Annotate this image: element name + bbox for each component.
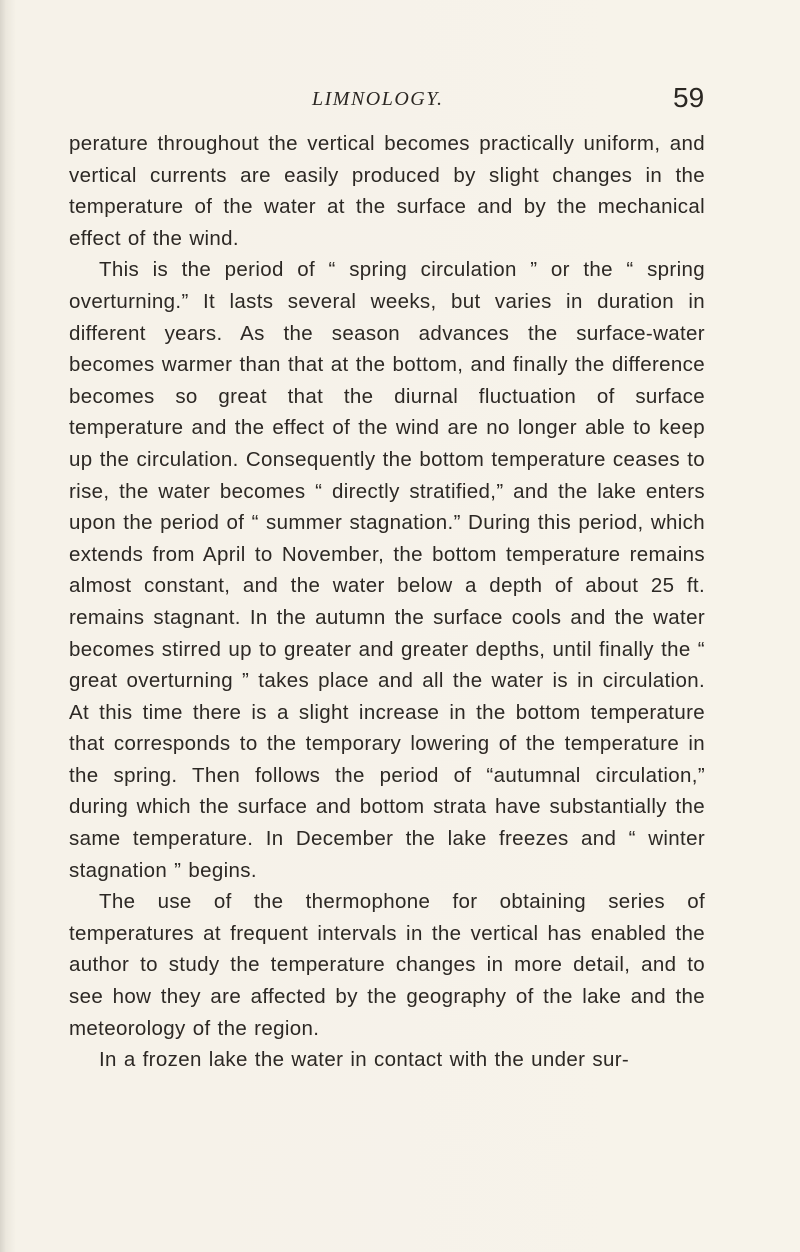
body-text [69, 128, 705, 1076]
running-head: LIMNOLOGY. [312, 88, 444, 110]
paragraph: The use of the thermophone for obtaining series of temperatures at frequent intervals in the vertical has enabled the author to study the temperature changes in more detail, and to see how they are affected by the geography of the lake and the meteorology of the region. [69, 890, 705, 1040]
page-number: 59 [673, 82, 705, 113]
paragraph: perature throughout the vertical becomes practically uniform, and vertical currents are easily produced by slight changes in the temperature of the water at the surface and by the mechanical effect of the wind. [69, 132, 705, 250]
paragraph: This is the period of “ spring circulation ” or the “ spring overturning.” It lasts several weeks, but varies in duration in different years. As the season advances the surface-water becomes warmer than that at the bottom, and finally the difference becomes so great that the diurnal fluctuation of surface temperature and the effect of the wind are no longer able to keep up the circulation. Consequently the bottom temperature ceases to rise, the water becomes “ directly stratified,” and the lake enters upon the period of “ summer stagnation.” During this period, which extends from April to November, the bottom temperature remains almost constant, and the water below a depth of about 25 ft. remains stagnant. In the autumn the surface cools and the water becomes stirred up to greater and greater depths, until finally the “ great overturning ” takes place and all the water is in circulation. At this time there is a slight increase in the bottom temperature that corresponds to the temporary lowering of the temperature in the spring. Then follows the period of “autumnal circulation,” during which the surface and bottom strata have substantially the same temperature. In December the lake freezes and “ winter stagnation ” begins. [69, 258, 705, 882]
paragraph: In a frozen lake the water in contact with the under sur- [99, 1048, 630, 1072]
page-header [0, 82, 800, 122]
